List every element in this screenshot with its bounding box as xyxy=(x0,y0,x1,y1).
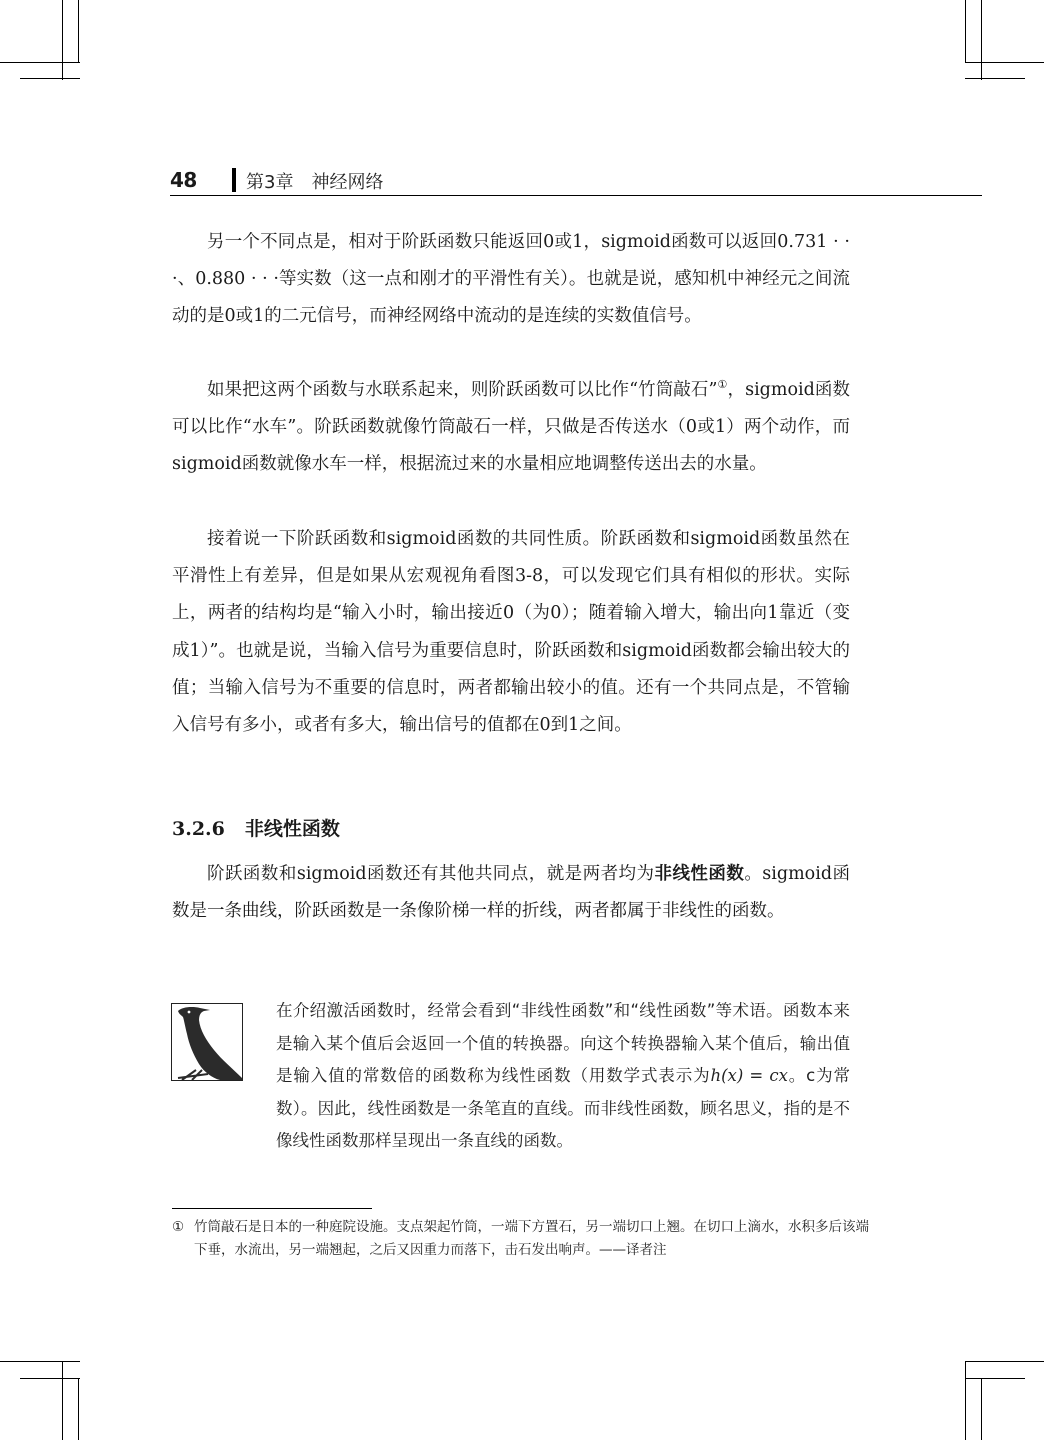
chapter-title: 第3章 神经网络 xyxy=(246,172,384,193)
paragraph-2-text-b: ，sigmoid函数可以比作“水车”。阶跃函数就像竹筒敲石一样，只做是否传送水（0或1）两个动作，而sigmoid函数就像水车一样，根据流过来的水量相应地调整传送出去的水量。 xyxy=(172,380,850,475)
key-term: 非线性函数 xyxy=(654,864,745,884)
section-title-text: 非线性函数 xyxy=(244,818,340,840)
section-paragraph-text-b: 。sigmoid函数是一条曲线，阶跃函数是一条像阶梯一样的折线，两者都属于非线性的函数。 xyxy=(172,864,850,922)
crop-mark xyxy=(62,1361,63,1440)
footnote-text: 竹筒敲石是日本的一种庭院设施。支点架起竹筒，一端下方置石，另一端切口上翘。在切口上滴水，水积多后该端下垂，水流出，另一端翘起，之后又因重力而落下，击石发出响声。——译者注 xyxy=(194,1219,869,1258)
footnote-rule xyxy=(172,1208,372,1209)
crop-mark xyxy=(965,0,966,62)
paragraph-2 xyxy=(172,372,850,484)
paragraph-1: 另一个不同点是，相对于阶跃函数只能返回0或1，sigmoid函数可以返回0.731 · · ·、0.880 · · ·等实数（这一点和刚才的平滑性有关）。也就是说，感知机中神经元之间流动的是0或1的二元信号，而神经网络中流动的是连续的实数值信号。 xyxy=(172,232,850,327)
footnote xyxy=(172,1216,874,1262)
crop-mark xyxy=(965,1378,1025,1379)
header-rule xyxy=(170,195,982,196)
footnote-marker: ① xyxy=(172,1219,185,1235)
header-divider xyxy=(232,168,236,192)
section-paragraph-text-a: 阶跃函数和sigmoid函数还有其他共同点，就是两者均为 xyxy=(207,864,655,884)
section-paragraph xyxy=(172,856,850,930)
crop-mark xyxy=(981,0,982,80)
note-bird-icon xyxy=(171,1003,243,1081)
crop-mark xyxy=(965,1361,1044,1362)
footnote-reference: ① xyxy=(717,378,728,392)
crop-mark xyxy=(0,1361,80,1362)
note-text-b: 。c为常数）。因此，线性函数是一条笔直的直线。而非线性函数，顾名思义，指的是不像线性函数那样呈现出一条直线的函数。 xyxy=(276,1066,851,1150)
paragraph-2-text-a: 如果把这两个函数与水联系起来，则阶跃函数可以比作“竹筒敲石” xyxy=(207,380,718,400)
page-number: 48 xyxy=(170,168,197,192)
crop-mark xyxy=(965,78,1025,79)
crop-mark xyxy=(78,1378,79,1440)
crop-mark xyxy=(20,1378,80,1379)
note-text xyxy=(276,995,850,1158)
crop-mark xyxy=(62,0,63,80)
crop-mark xyxy=(0,62,80,63)
section-heading xyxy=(172,814,340,841)
crop-mark xyxy=(78,0,79,62)
paragraph-3: 接着说一下阶跃函数和sigmoid函数的共同性质。阶跃函数和sigmoid函数虽然在平滑性上有差异，但是如果从宏观视角看图3-8，可以发现它们具有相似的形状。实际上，两者的结构均是“输入小时，输出接近0（为0）；随着输入增大，输出向1靠近（变成1）”。也就是说，当输入信号为重要信息时，阶跃函数和sigmoid函数都会输出较大的值；当输入信号为不重要的信息时，两者都输出较小的值。还有一个共同点是，不管输入信号有多小，或者有多大，输出信号的值都在0到1之间。 xyxy=(172,529,850,736)
note-text-a: 在介绍激活函数时，经常会看到“非线性函数”和“线性函数”等术语。函数本来是输入某个值后会返回一个值的转换器。向这个转换器输入某个值后，输出值是输入值的常数倍的函数称为线性函数（用数学式表示为 xyxy=(276,1001,850,1085)
crop-mark xyxy=(965,1361,966,1440)
crop-mark xyxy=(20,78,80,79)
crop-mark xyxy=(965,62,1044,63)
crop-mark xyxy=(981,1378,982,1440)
section-number: 3.2.6 xyxy=(172,818,225,840)
note-formula: h(x) = cx xyxy=(710,1066,788,1085)
